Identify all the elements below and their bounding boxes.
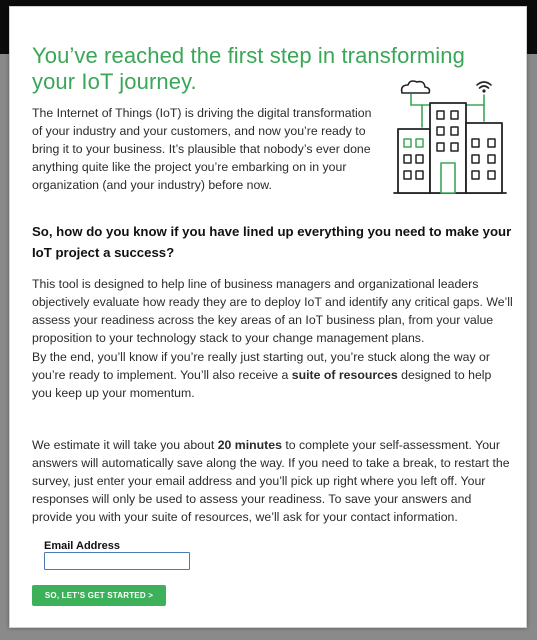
duration-emphasis: 20 minutes (217, 438, 282, 452)
suite-of-resources-emphasis: suite of resources (291, 368, 398, 382)
email-field[interactable] (44, 552, 190, 570)
outcome-text-before: By the end, you’ll know if you’re really just starting out, you’re stuck along the way or you’re ready to implement. You’ll also receive a (32, 350, 490, 382)
time-estimate-paragraph (32, 436, 514, 526)
page-title: You’ve reached the first step in transforming your IoT journey. (32, 43, 465, 94)
get-started-button[interactable]: SO, LET’S GET STARTED > (32, 585, 166, 606)
estimate-text-before: We estimate it will take you about (32, 438, 218, 452)
assessment-modal (9, 6, 527, 628)
smart-building-icon (390, 77, 510, 199)
section-subheading: So, how do you know if you have lined up everything you need to make your IoT project a success? (32, 224, 512, 260)
email-label: Email Address (44, 540, 121, 552)
outcome-text-after: designed to help you keep up your momentum. (32, 368, 492, 400)
intro-paragraph: The Internet of Things (IoT) is driving the digital transformation of your industry and your customers, and now you’re ready to bring it to your business. It’s plausible that nobody’s ever done anything quite like the project you’re embarking on in your organization (and your industry) before now. (32, 106, 372, 192)
outcome-paragraph (32, 348, 514, 402)
estimate-text-after: to complete your self-assessment. Your answers will automatically save along the way. If you need to take a break, to restart the survey, just enter your email address and you’ll pick up right where you left off. Your responses will only be used to assess your readiness. To save your answers and provide you with your suite of resources, we’ll ask for your contact information. (32, 438, 510, 524)
description-paragraph: This tool is designed to help line of business managers and organizational leaders objectively evaluate how ready they are to deploy IoT and identify any critical gaps. We’ll assess your readiness across the key areas of an IoT business plan, from your value proposition to your technology stack to your change management plans. (32, 277, 513, 345)
